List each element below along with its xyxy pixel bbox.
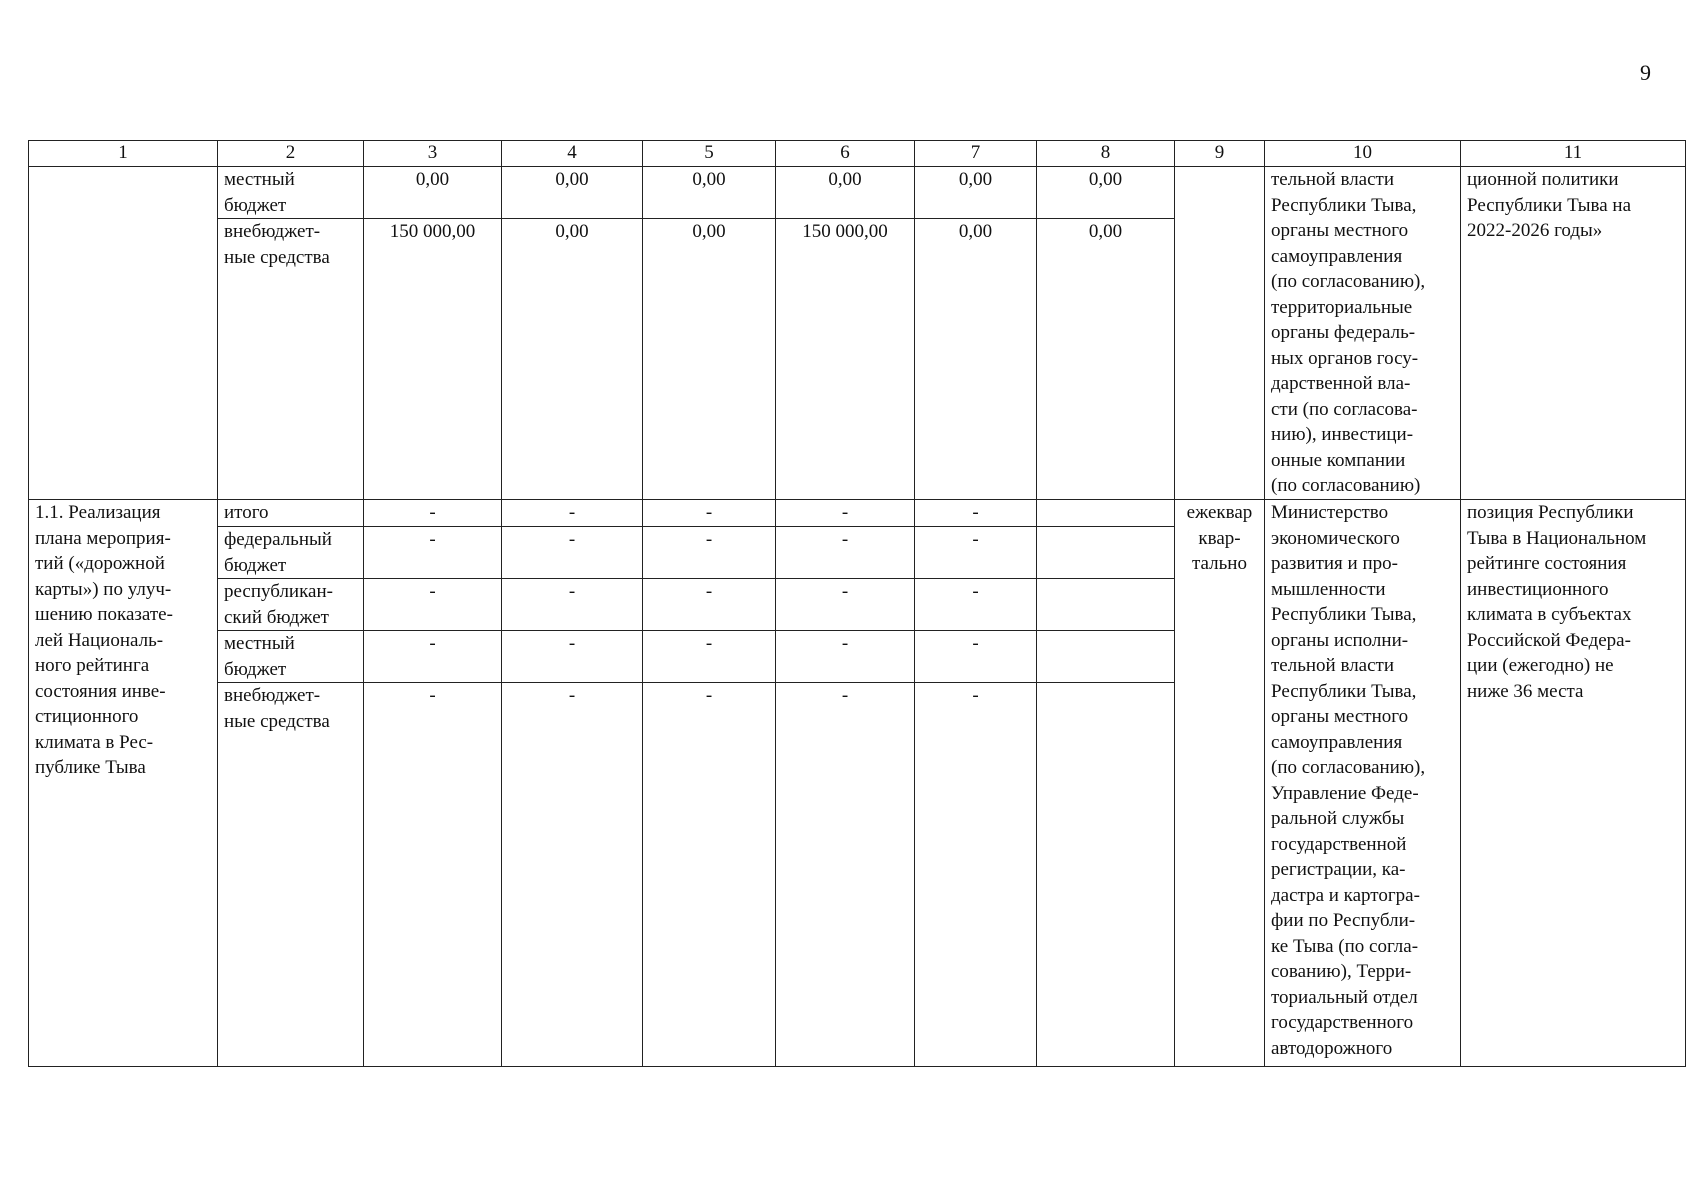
header-cell: 6 bbox=[776, 141, 915, 167]
value-cell: 0,00 bbox=[1037, 167, 1175, 219]
header-cell: 9 bbox=[1175, 141, 1265, 167]
result-cell: ционной политики Республики Тыва на 2022-2026 годы» bbox=[1461, 167, 1686, 500]
responsible-cell: тельной власти Республики Тыва, органы местного самоуправления (по согласованию), территориальные органы федераль- ных органов госу- дарственной вла- сти (по согласова- нию), инвестици- онные компании (по согласованию) bbox=[1265, 167, 1461, 500]
budget-table bbox=[28, 140, 1686, 1067]
value-cell: - bbox=[915, 579, 1037, 631]
value-cell: - bbox=[364, 500, 502, 527]
value-cell: 0,00 bbox=[1037, 219, 1175, 500]
header-cell: 4 bbox=[502, 141, 643, 167]
source-cell: местный бюджет bbox=[218, 631, 364, 683]
header-row bbox=[29, 141, 1686, 167]
value-cell: 150 000,00 bbox=[364, 219, 502, 500]
value-cell: 0,00 bbox=[915, 167, 1037, 219]
value-cell: - bbox=[364, 527, 502, 579]
value-cell: - bbox=[502, 631, 643, 683]
value-cell: - bbox=[776, 527, 915, 579]
value-cell: - bbox=[502, 500, 643, 527]
header-cell: 7 bbox=[915, 141, 1037, 167]
value-cell: 0,00 bbox=[502, 167, 643, 219]
value-cell: - bbox=[502, 683, 643, 1067]
measure-cell bbox=[29, 167, 218, 500]
value-cell bbox=[1037, 683, 1175, 1067]
value-cell: - bbox=[915, 527, 1037, 579]
value-cell: 0,00 bbox=[915, 219, 1037, 500]
period-cell bbox=[1175, 167, 1265, 500]
page-number: 9 bbox=[1640, 60, 1651, 85]
value-cell: - bbox=[776, 631, 915, 683]
source-cell: местный бюджет bbox=[218, 167, 364, 219]
value-cell: - bbox=[915, 500, 1037, 527]
table-row bbox=[29, 167, 1686, 219]
value-cell: 0,00 bbox=[364, 167, 502, 219]
source-cell: республикан- ский бюджет bbox=[218, 579, 364, 631]
value-cell bbox=[1037, 579, 1175, 631]
value-cell: - bbox=[502, 579, 643, 631]
source-cell: итого bbox=[218, 500, 364, 527]
value-cell bbox=[1037, 527, 1175, 579]
source-cell: внебюджет- ные средства bbox=[218, 219, 364, 500]
value-cell: - bbox=[643, 683, 776, 1067]
value-cell: - bbox=[364, 631, 502, 683]
period-cell: ежеквар квар- тально bbox=[1175, 500, 1265, 1067]
header-cell: 2 bbox=[218, 141, 364, 167]
value-cell: 0,00 bbox=[776, 167, 915, 219]
value-cell: - bbox=[364, 683, 502, 1067]
value-cell: - bbox=[776, 500, 915, 527]
value-cell: - bbox=[364, 579, 502, 631]
source-cell: внебюджет- ные средства bbox=[218, 683, 364, 1067]
responsible-cell: Министерство экономического развития и про- мышленности Республики Тыва, органы исполни- тельной власти Республики Тыва, органы местного самоуправления (по согласованию), Управление Феде- ральной службы государственной регистрации, ка- дастра и картогра- фии по Республи- ке Тыва (по согла- сованию), Терри- ториальный отдел государственного автодорожного bbox=[1265, 500, 1461, 1067]
header-cell: 3 bbox=[364, 141, 502, 167]
value-cell: - bbox=[643, 500, 776, 527]
value-cell: - bbox=[643, 579, 776, 631]
value-cell: - bbox=[776, 683, 915, 1067]
value-cell: 0,00 bbox=[643, 219, 776, 500]
header-cell: 10 bbox=[1265, 141, 1461, 167]
header-cell: 8 bbox=[1037, 141, 1175, 167]
value-cell: - bbox=[502, 527, 643, 579]
value-cell: 150 000,00 bbox=[776, 219, 915, 500]
table-row bbox=[29, 500, 1686, 527]
value-cell: 0,00 bbox=[643, 167, 776, 219]
value-cell: - bbox=[915, 631, 1037, 683]
value-cell: - bbox=[776, 579, 915, 631]
result-cell: позиция Республики Тыва в Национальном рейтинге состояния инвестиционного климата в субъектах Российской Федера- ции (ежегодно) не ниже 36 места bbox=[1461, 500, 1686, 1067]
value-cell bbox=[1037, 500, 1175, 527]
header-cell: 5 bbox=[643, 141, 776, 167]
source-cell: федеральный бюджет bbox=[218, 527, 364, 579]
measure-cell: 1.1. Реализация плана мероприя- тий («дорожной карты») по улуч- шению показате- лей Националь- ного рейтинга состояния инве- стиционного климата в Рес- публике Тыва bbox=[29, 500, 218, 1067]
value-cell: - bbox=[915, 683, 1037, 1067]
value-cell: 0,00 bbox=[502, 219, 643, 500]
value-cell: - bbox=[643, 631, 776, 683]
header-cell: 11 bbox=[1461, 141, 1686, 167]
value-cell: - bbox=[643, 527, 776, 579]
header-cell: 1 bbox=[29, 141, 218, 167]
value-cell bbox=[1037, 631, 1175, 683]
